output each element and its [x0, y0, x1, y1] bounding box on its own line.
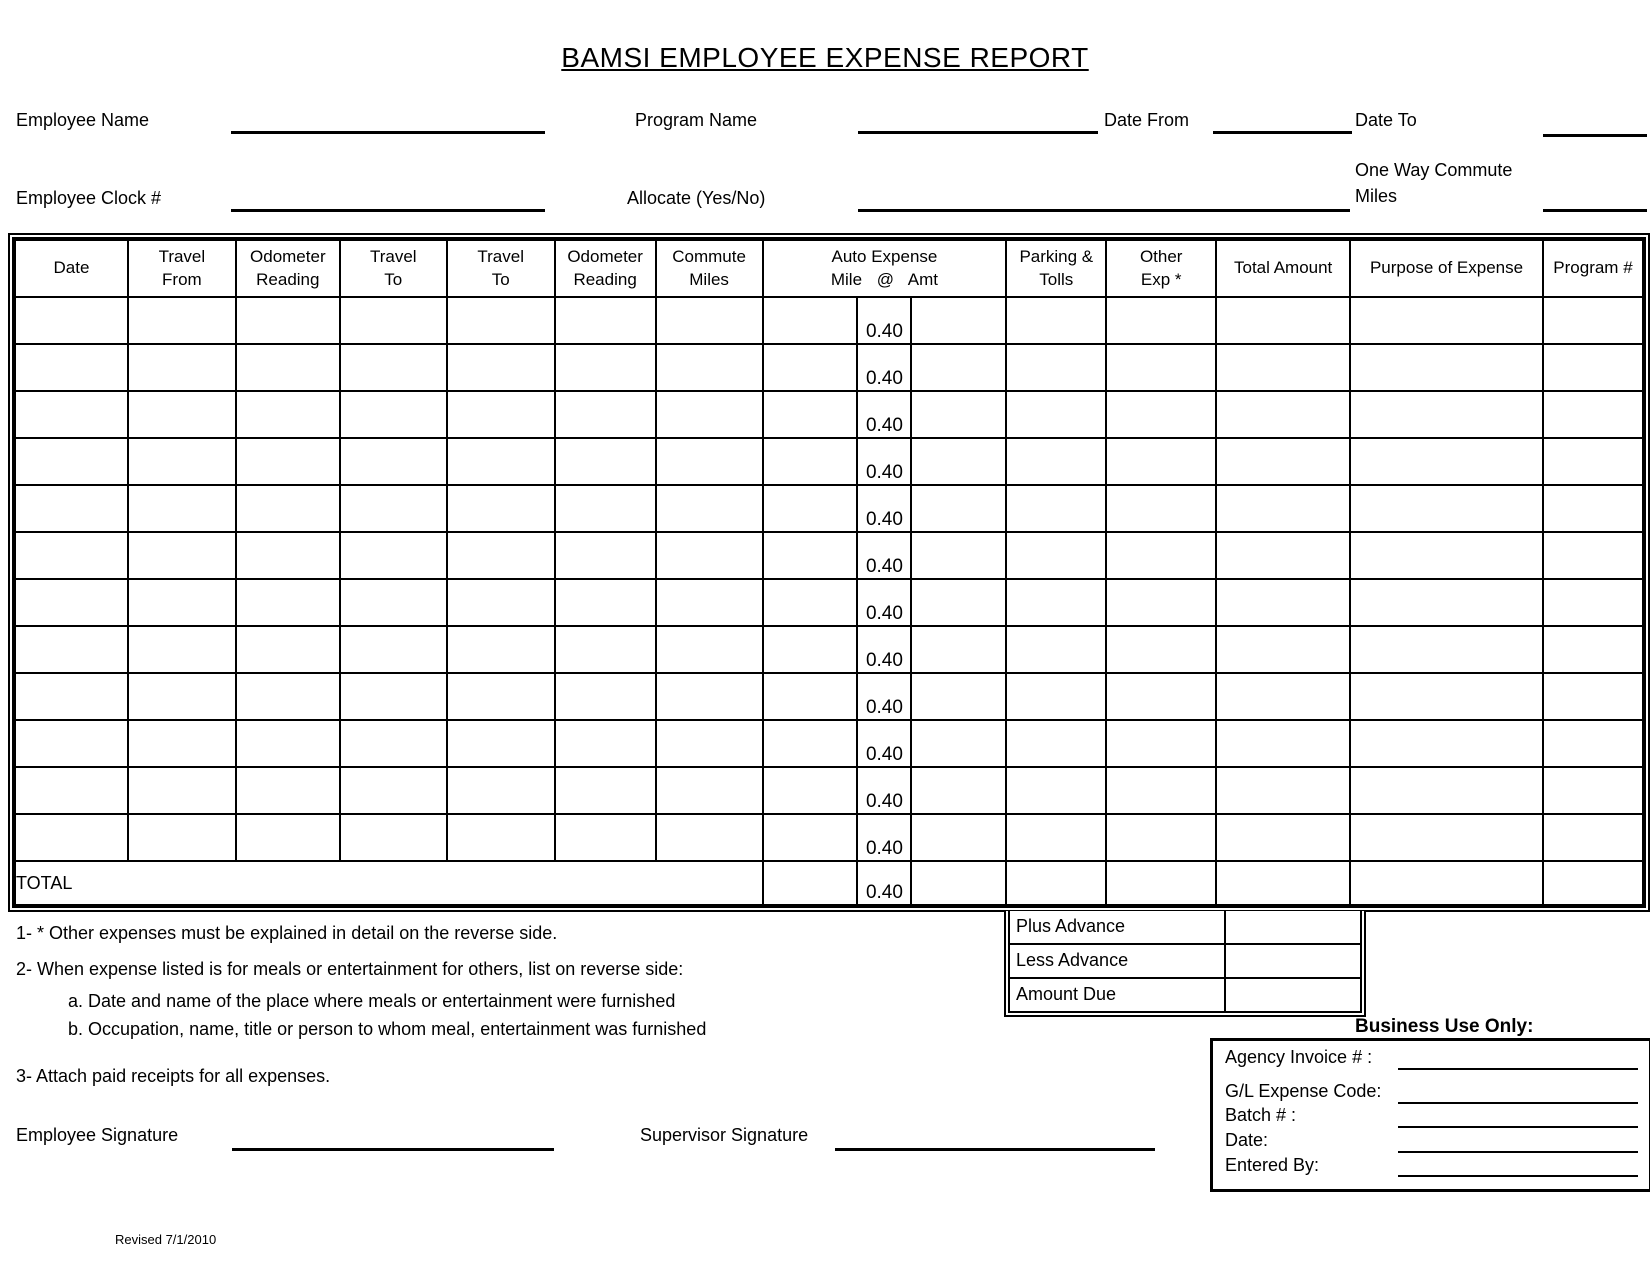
revised-date: Revised 7/1/2010	[115, 1232, 217, 1247]
table-cell	[340, 532, 447, 579]
table-cell	[236, 297, 340, 344]
table-cell	[1350, 297, 1543, 344]
table-cell	[15, 532, 128, 579]
table-cell	[555, 720, 656, 767]
table-cell	[911, 861, 1006, 905]
table-cell	[1543, 297, 1643, 344]
allocate-blank-line	[858, 209, 1350, 212]
plus-advance-label: Plus Advance	[1010, 911, 1226, 943]
table-cell	[763, 579, 858, 626]
table-cell	[236, 720, 340, 767]
table-row	[15, 297, 1643, 344]
table-cell	[1543, 532, 1643, 579]
note-3: 3- Attach paid receipts for all expenses.	[16, 1066, 331, 1086]
table-cell	[763, 767, 858, 814]
table-cell	[236, 814, 340, 861]
total-row	[15, 861, 1643, 905]
table-cell	[1543, 673, 1643, 720]
table-cell	[763, 814, 858, 861]
table-cell	[1106, 297, 1216, 344]
table-cell	[1216, 438, 1350, 485]
table-row	[15, 814, 1643, 861]
table-cell	[15, 485, 128, 532]
table-cell	[656, 579, 763, 626]
one-way-commute-blank-line	[1543, 209, 1647, 212]
table-cell	[1006, 485, 1106, 532]
advance-row	[1010, 943, 1360, 977]
agency-invoice-blank-line	[1398, 1068, 1638, 1070]
table-cell	[1350, 344, 1543, 391]
table-cell	[1543, 861, 1643, 905]
table-cell	[447, 626, 555, 673]
table-cell	[340, 297, 447, 344]
table-cell	[656, 391, 763, 438]
table-row	[15, 579, 1643, 626]
table-cell	[1106, 673, 1216, 720]
table-cell	[1006, 861, 1106, 905]
employee-clock-label: Employee Clock #	[16, 188, 162, 208]
table-cell	[1106, 485, 1216, 532]
table-cell	[911, 579, 1006, 626]
mileage-rate: 0.40	[857, 532, 911, 579]
table-cell	[128, 767, 236, 814]
date-to-blank-line	[1543, 134, 1647, 137]
table-cell	[1106, 767, 1216, 814]
table-cell	[1350, 673, 1543, 720]
table-cell	[1006, 391, 1106, 438]
table-cell	[15, 344, 128, 391]
less-advance-label: Less Advance	[1010, 945, 1226, 977]
note-2: 2- When expense listed is for meals or entertainment for others, list on reverse side:	[16, 959, 684, 979]
mileage-rate: 0.40	[857, 767, 911, 814]
table-cell	[128, 579, 236, 626]
table-cell	[656, 767, 763, 814]
table-cell	[447, 532, 555, 579]
table-cell	[15, 626, 128, 673]
table-cell	[911, 767, 1006, 814]
table-cell	[911, 391, 1006, 438]
table-cell	[15, 391, 128, 438]
table-row	[15, 767, 1643, 814]
table-cell	[1543, 814, 1643, 861]
table-cell	[1216, 814, 1350, 861]
table-row	[15, 532, 1643, 579]
table-cell	[1106, 579, 1216, 626]
table-cell	[763, 344, 858, 391]
table-cell	[15, 767, 128, 814]
table-row	[15, 344, 1643, 391]
column-header: Travel To	[340, 240, 447, 297]
column-header: Other Exp *	[1106, 240, 1216, 297]
mileage-rate: 0.40	[857, 485, 911, 532]
less-advance-value-cell	[1226, 945, 1360, 977]
column-header: Odometer Reading	[555, 240, 656, 297]
table-cell	[555, 391, 656, 438]
table-cell	[656, 344, 763, 391]
agency-invoice-label: Agency Invoice # :	[1225, 1047, 1373, 1067]
mileage-rate: 0.40	[857, 579, 911, 626]
table-cell	[340, 626, 447, 673]
mileage-rate: 0.40	[857, 391, 911, 438]
table-cell	[447, 814, 555, 861]
table-cell	[1216, 767, 1350, 814]
table-cell	[447, 579, 555, 626]
table-cell	[911, 626, 1006, 673]
table-cell	[236, 673, 340, 720]
table-cell	[128, 391, 236, 438]
advance-summary-table	[1004, 911, 1366, 1017]
amount-due-label: Amount Due	[1010, 979, 1226, 1011]
supervisor-signature-blank-line	[835, 1148, 1155, 1151]
table-cell	[340, 344, 447, 391]
table-cell	[128, 344, 236, 391]
allocate-label: Allocate (Yes/No)	[627, 188, 766, 208]
table-cell	[911, 532, 1006, 579]
table-cell	[763, 438, 858, 485]
employee-signature-label: Employee Signature	[16, 1125, 179, 1145]
table-cell	[1543, 626, 1643, 673]
table-cell	[340, 814, 447, 861]
table-cell	[236, 626, 340, 673]
table-row	[15, 485, 1643, 532]
table-cell	[447, 720, 555, 767]
table-cell	[763, 485, 858, 532]
table-cell	[1006, 814, 1106, 861]
note-1: 1- * Other expenses must be explained in detail on the reverse side.	[16, 923, 558, 943]
business-use-box	[1210, 1038, 1650, 1192]
table-cell	[1006, 297, 1106, 344]
table-cell	[1216, 485, 1350, 532]
table-cell	[555, 438, 656, 485]
total-label: TOTAL	[15, 861, 763, 905]
table-cell	[1106, 720, 1216, 767]
table-cell	[1006, 673, 1106, 720]
table-cell	[555, 297, 656, 344]
column-header: Odometer Reading	[236, 240, 340, 297]
table-cell	[656, 814, 763, 861]
table-cell	[128, 626, 236, 673]
table-cell	[763, 861, 858, 905]
column-header: Commute Miles	[656, 240, 763, 297]
table-cell	[656, 720, 763, 767]
amount-due-value-cell	[1226, 979, 1360, 1011]
table-cell	[1543, 391, 1643, 438]
table-row	[15, 673, 1643, 720]
date-label: Date:	[1225, 1130, 1269, 1150]
entered-by-blank-line	[1398, 1175, 1638, 1177]
table-cell	[1543, 579, 1643, 626]
gl-expense-code-label: G/L Expense Code:	[1225, 1081, 1382, 1101]
table-cell	[1350, 814, 1543, 861]
table-cell	[555, 814, 656, 861]
one-way-commute-label: One Way Commute Miles	[1355, 160, 1513, 207]
employee-name-label: Employee Name	[16, 110, 150, 130]
plus-advance-value-cell	[1226, 911, 1360, 943]
table-cell	[763, 297, 858, 344]
table-cell	[555, 485, 656, 532]
table-cell	[128, 438, 236, 485]
table-cell	[447, 344, 555, 391]
table-cell	[128, 532, 236, 579]
note-2b: b. Occupation, name, title or person to whom meal, entertainment was furnished	[68, 1019, 707, 1039]
column-header: Travel From	[128, 240, 236, 297]
table-cell	[1350, 391, 1543, 438]
date-from-blank-line	[1213, 131, 1352, 134]
table-cell	[1106, 532, 1216, 579]
table-cell	[447, 391, 555, 438]
table-row	[15, 438, 1643, 485]
table-cell	[1216, 297, 1350, 344]
program-name-blank-line	[858, 131, 1098, 134]
mileage-rate: 0.40	[857, 814, 911, 861]
mileage-rate: 0.40	[857, 861, 911, 905]
advance-row	[1010, 977, 1360, 1011]
table-cell	[447, 485, 555, 532]
table-cell	[1216, 720, 1350, 767]
table-cell	[555, 532, 656, 579]
header-row	[15, 240, 1643, 297]
table-cell	[1006, 344, 1106, 391]
table-cell	[236, 767, 340, 814]
table-cell	[1543, 485, 1643, 532]
table-cell	[1216, 626, 1350, 673]
mileage-rate: 0.40	[857, 626, 911, 673]
employee-name-blank-line	[231, 131, 545, 134]
table-cell	[128, 814, 236, 861]
column-header: Date	[15, 240, 128, 297]
table-cell	[15, 438, 128, 485]
table-cell	[555, 673, 656, 720]
table-cell	[656, 673, 763, 720]
table-cell	[1350, 579, 1543, 626]
table-cell	[447, 767, 555, 814]
table-cell	[128, 297, 236, 344]
column-header: Program #	[1543, 240, 1643, 297]
expense-table	[14, 239, 1644, 906]
table-cell	[555, 579, 656, 626]
table-cell	[1006, 626, 1106, 673]
table-cell	[1350, 626, 1543, 673]
table-cell	[128, 720, 236, 767]
table-row	[15, 626, 1643, 673]
table-cell	[1216, 579, 1350, 626]
table-cell	[1216, 391, 1350, 438]
mileage-rate: 0.40	[857, 673, 911, 720]
table-cell	[1350, 767, 1543, 814]
table-cell	[1006, 579, 1106, 626]
table-cell	[911, 673, 1006, 720]
table-cell	[340, 485, 447, 532]
column-header: Travel To	[447, 240, 555, 297]
page-title: BAMSI EMPLOYEE EXPENSE REPORT	[561, 42, 1089, 73]
table-cell	[340, 767, 447, 814]
table-cell	[911, 438, 1006, 485]
column-header: Auto Expense Mile @ Amt	[763, 240, 1007, 297]
table-cell	[911, 344, 1006, 391]
table-cell	[911, 814, 1006, 861]
table-cell	[1216, 673, 1350, 720]
mileage-rate: 0.40	[857, 344, 911, 391]
table-cell	[1350, 720, 1543, 767]
table-cell	[555, 344, 656, 391]
expense-table-border	[8, 233, 1650, 912]
date-blank-line	[1398, 1151, 1638, 1153]
note-2a: a. Date and name of the place where meals or entertainment were furnished	[68, 991, 676, 1011]
table-cell	[1216, 532, 1350, 579]
table-cell	[15, 297, 128, 344]
batch-number-label: Batch # :	[1225, 1105, 1297, 1125]
table-cell	[1106, 438, 1216, 485]
column-header: Parking & Tolls	[1006, 240, 1106, 297]
table-cell	[128, 673, 236, 720]
table-cell	[340, 720, 447, 767]
table-cell	[15, 814, 128, 861]
mileage-rate: 0.40	[857, 720, 911, 767]
table-cell	[555, 767, 656, 814]
table-cell	[15, 673, 128, 720]
gl-expense-code-blank-line	[1398, 1102, 1638, 1104]
table-cell	[447, 438, 555, 485]
table-cell	[1106, 391, 1216, 438]
table-cell	[1350, 438, 1543, 485]
program-name-label: Program Name	[635, 110, 758, 130]
mileage-rate: 0.40	[857, 438, 911, 485]
table-cell	[656, 626, 763, 673]
table-cell	[1350, 532, 1543, 579]
table-cell	[340, 438, 447, 485]
advance-row	[1010, 911, 1360, 943]
table-cell	[340, 673, 447, 720]
employee-clock-blank-line	[231, 209, 545, 212]
table-cell	[1543, 767, 1643, 814]
table-cell	[656, 485, 763, 532]
table-cell	[911, 297, 1006, 344]
batch-number-blank-line	[1398, 1126, 1638, 1128]
table-cell	[236, 391, 340, 438]
table-row	[15, 720, 1643, 767]
table-cell	[1216, 344, 1350, 391]
table-cell	[911, 720, 1006, 767]
table-cell	[1350, 861, 1543, 905]
table-cell	[763, 391, 858, 438]
table-cell	[447, 297, 555, 344]
date-to-label: Date To	[1355, 110, 1417, 130]
table-cell	[340, 391, 447, 438]
column-header: Total Amount	[1216, 240, 1350, 297]
table-cell	[656, 297, 763, 344]
table-cell	[763, 626, 858, 673]
table-cell	[656, 532, 763, 579]
table-cell	[1106, 344, 1216, 391]
table-cell	[340, 579, 447, 626]
table-cell	[1006, 720, 1106, 767]
table-cell	[236, 532, 340, 579]
table-cell	[447, 673, 555, 720]
table-cell	[1543, 344, 1643, 391]
table-cell	[1006, 438, 1106, 485]
employee-signature-blank-line	[232, 1148, 554, 1151]
table-cell	[1006, 767, 1106, 814]
date-from-label: Date From	[1104, 110, 1190, 130]
table-cell	[656, 438, 763, 485]
table-cell	[911, 485, 1006, 532]
table-cell	[1350, 485, 1543, 532]
table-cell	[1216, 861, 1350, 905]
table-cell	[236, 344, 340, 391]
table-cell	[1006, 532, 1106, 579]
table-cell	[15, 720, 128, 767]
table-cell	[15, 579, 128, 626]
table-row	[15, 391, 1643, 438]
entered-by-label: Entered By:	[1225, 1155, 1320, 1175]
table-cell	[1543, 438, 1643, 485]
supervisor-signature-label: Supervisor Signature	[640, 1125, 809, 1145]
table-cell	[1106, 861, 1216, 905]
table-cell	[555, 626, 656, 673]
table-cell	[128, 485, 236, 532]
mileage-rate: 0.40	[857, 297, 911, 344]
table-cell	[763, 532, 858, 579]
table-cell	[236, 579, 340, 626]
table-cell	[763, 720, 858, 767]
table-cell	[1543, 720, 1643, 767]
business-use-heading: Business Use Only:	[1355, 1016, 1534, 1037]
column-header: Purpose of Expense	[1350, 240, 1543, 297]
table-cell	[236, 438, 340, 485]
table-cell	[763, 673, 858, 720]
table-cell	[1106, 814, 1216, 861]
table-cell	[1106, 626, 1216, 673]
table-cell	[236, 485, 340, 532]
